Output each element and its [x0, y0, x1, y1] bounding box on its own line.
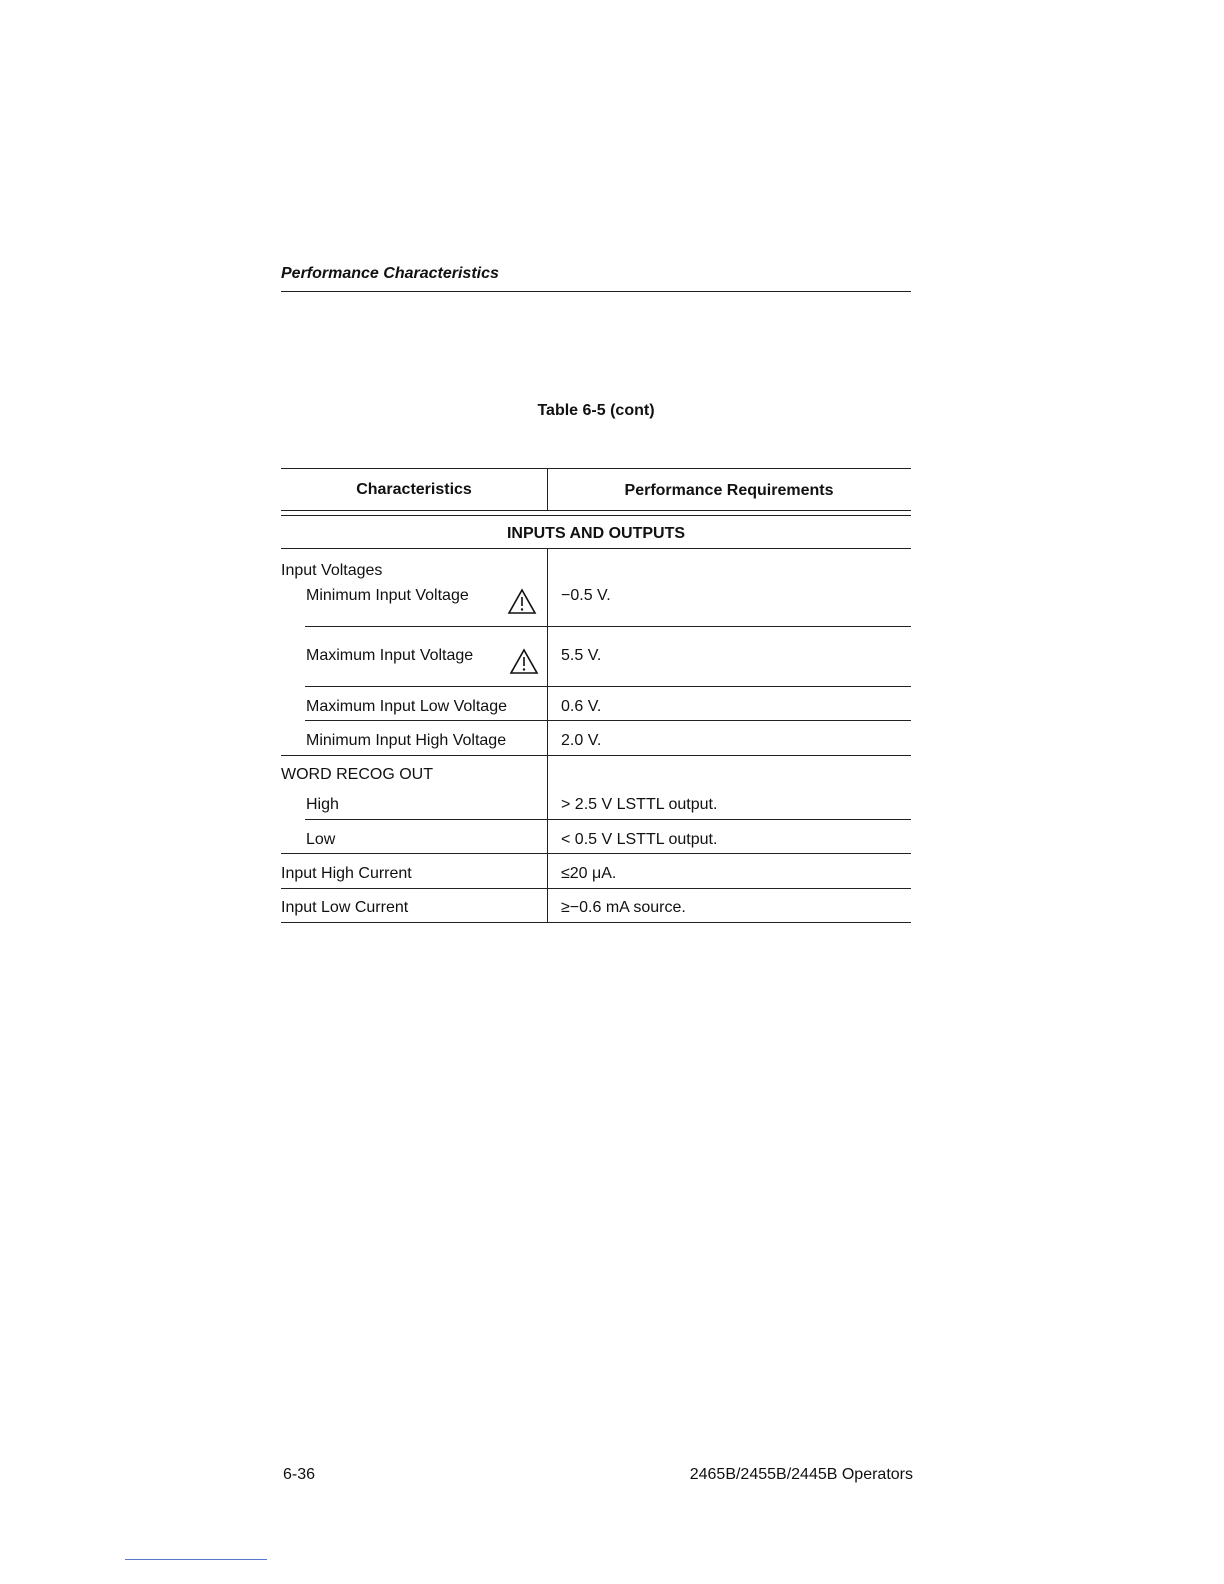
row-requirement: < 0.5 V LSTTL output.: [561, 831, 718, 848]
column-header-performance-requirements: Performance Requirements: [624, 482, 834, 499]
table-title: Table 6-5 (cont): [537, 402, 655, 419]
section-bottom-rule: [281, 548, 911, 549]
row-characteristic: Low: [306, 831, 336, 848]
group-label-word-recog-out: WORD RECOG OUT: [281, 766, 433, 783]
column-header-characteristics: Characteristics: [356, 481, 472, 498]
header-rule: [281, 291, 911, 292]
row-rule: [305, 819, 911, 820]
group-label-input-voltages: Input Voltages: [281, 562, 383, 579]
group-rule: [281, 853, 911, 854]
group-rule: [281, 755, 911, 756]
row-characteristic: Maximum Input Voltage: [306, 647, 474, 664]
row-characteristic: High: [306, 796, 339, 813]
warning-triangle-icon: [507, 588, 537, 615]
row-characteristic: Input High Current: [281, 865, 412, 882]
manual-title: 2465B/2455B/2445B Operators: [689, 1466, 913, 1483]
row-characteristic: Minimum Input High Voltage: [306, 732, 507, 749]
header-bottom-rule: [281, 510, 911, 511]
section-title-inputs-outputs: INPUTS AND OUTPUTS: [506, 525, 686, 542]
section-header: Performance Characteristics: [281, 265, 499, 282]
row-rule: [305, 686, 911, 687]
table-bottom-rule: [281, 922, 911, 923]
row-requirement: −0.5 V.: [561, 587, 611, 604]
header-bottom-rule-double: [281, 515, 911, 516]
row-characteristic: Input Low Current: [281, 899, 409, 916]
row-characteristic: Minimum Input Voltage: [306, 587, 469, 604]
row-requirement: ≤20 μA.: [561, 865, 617, 882]
table-top-rule: [281, 468, 911, 469]
row-requirement: ≥−0.6 mA source.: [561, 899, 686, 916]
row-requirement: 2.0 V.: [561, 732, 602, 749]
warning-triangle-icon: [509, 648, 539, 675]
row-rule: [281, 888, 911, 889]
scan-mark-line: [125, 1559, 267, 1560]
page-number: 6-36: [283, 1466, 316, 1483]
row-requirement: 0.6 V.: [561, 698, 602, 715]
row-characteristic: Maximum Input Low Voltage: [306, 698, 507, 715]
column-divider: [547, 548, 548, 922]
row-requirement: 5.5 V.: [561, 647, 602, 664]
row-rule: [305, 720, 911, 721]
row-rule: [305, 626, 911, 627]
row-requirement: > 2.5 V LSTTL output.: [561, 796, 718, 813]
